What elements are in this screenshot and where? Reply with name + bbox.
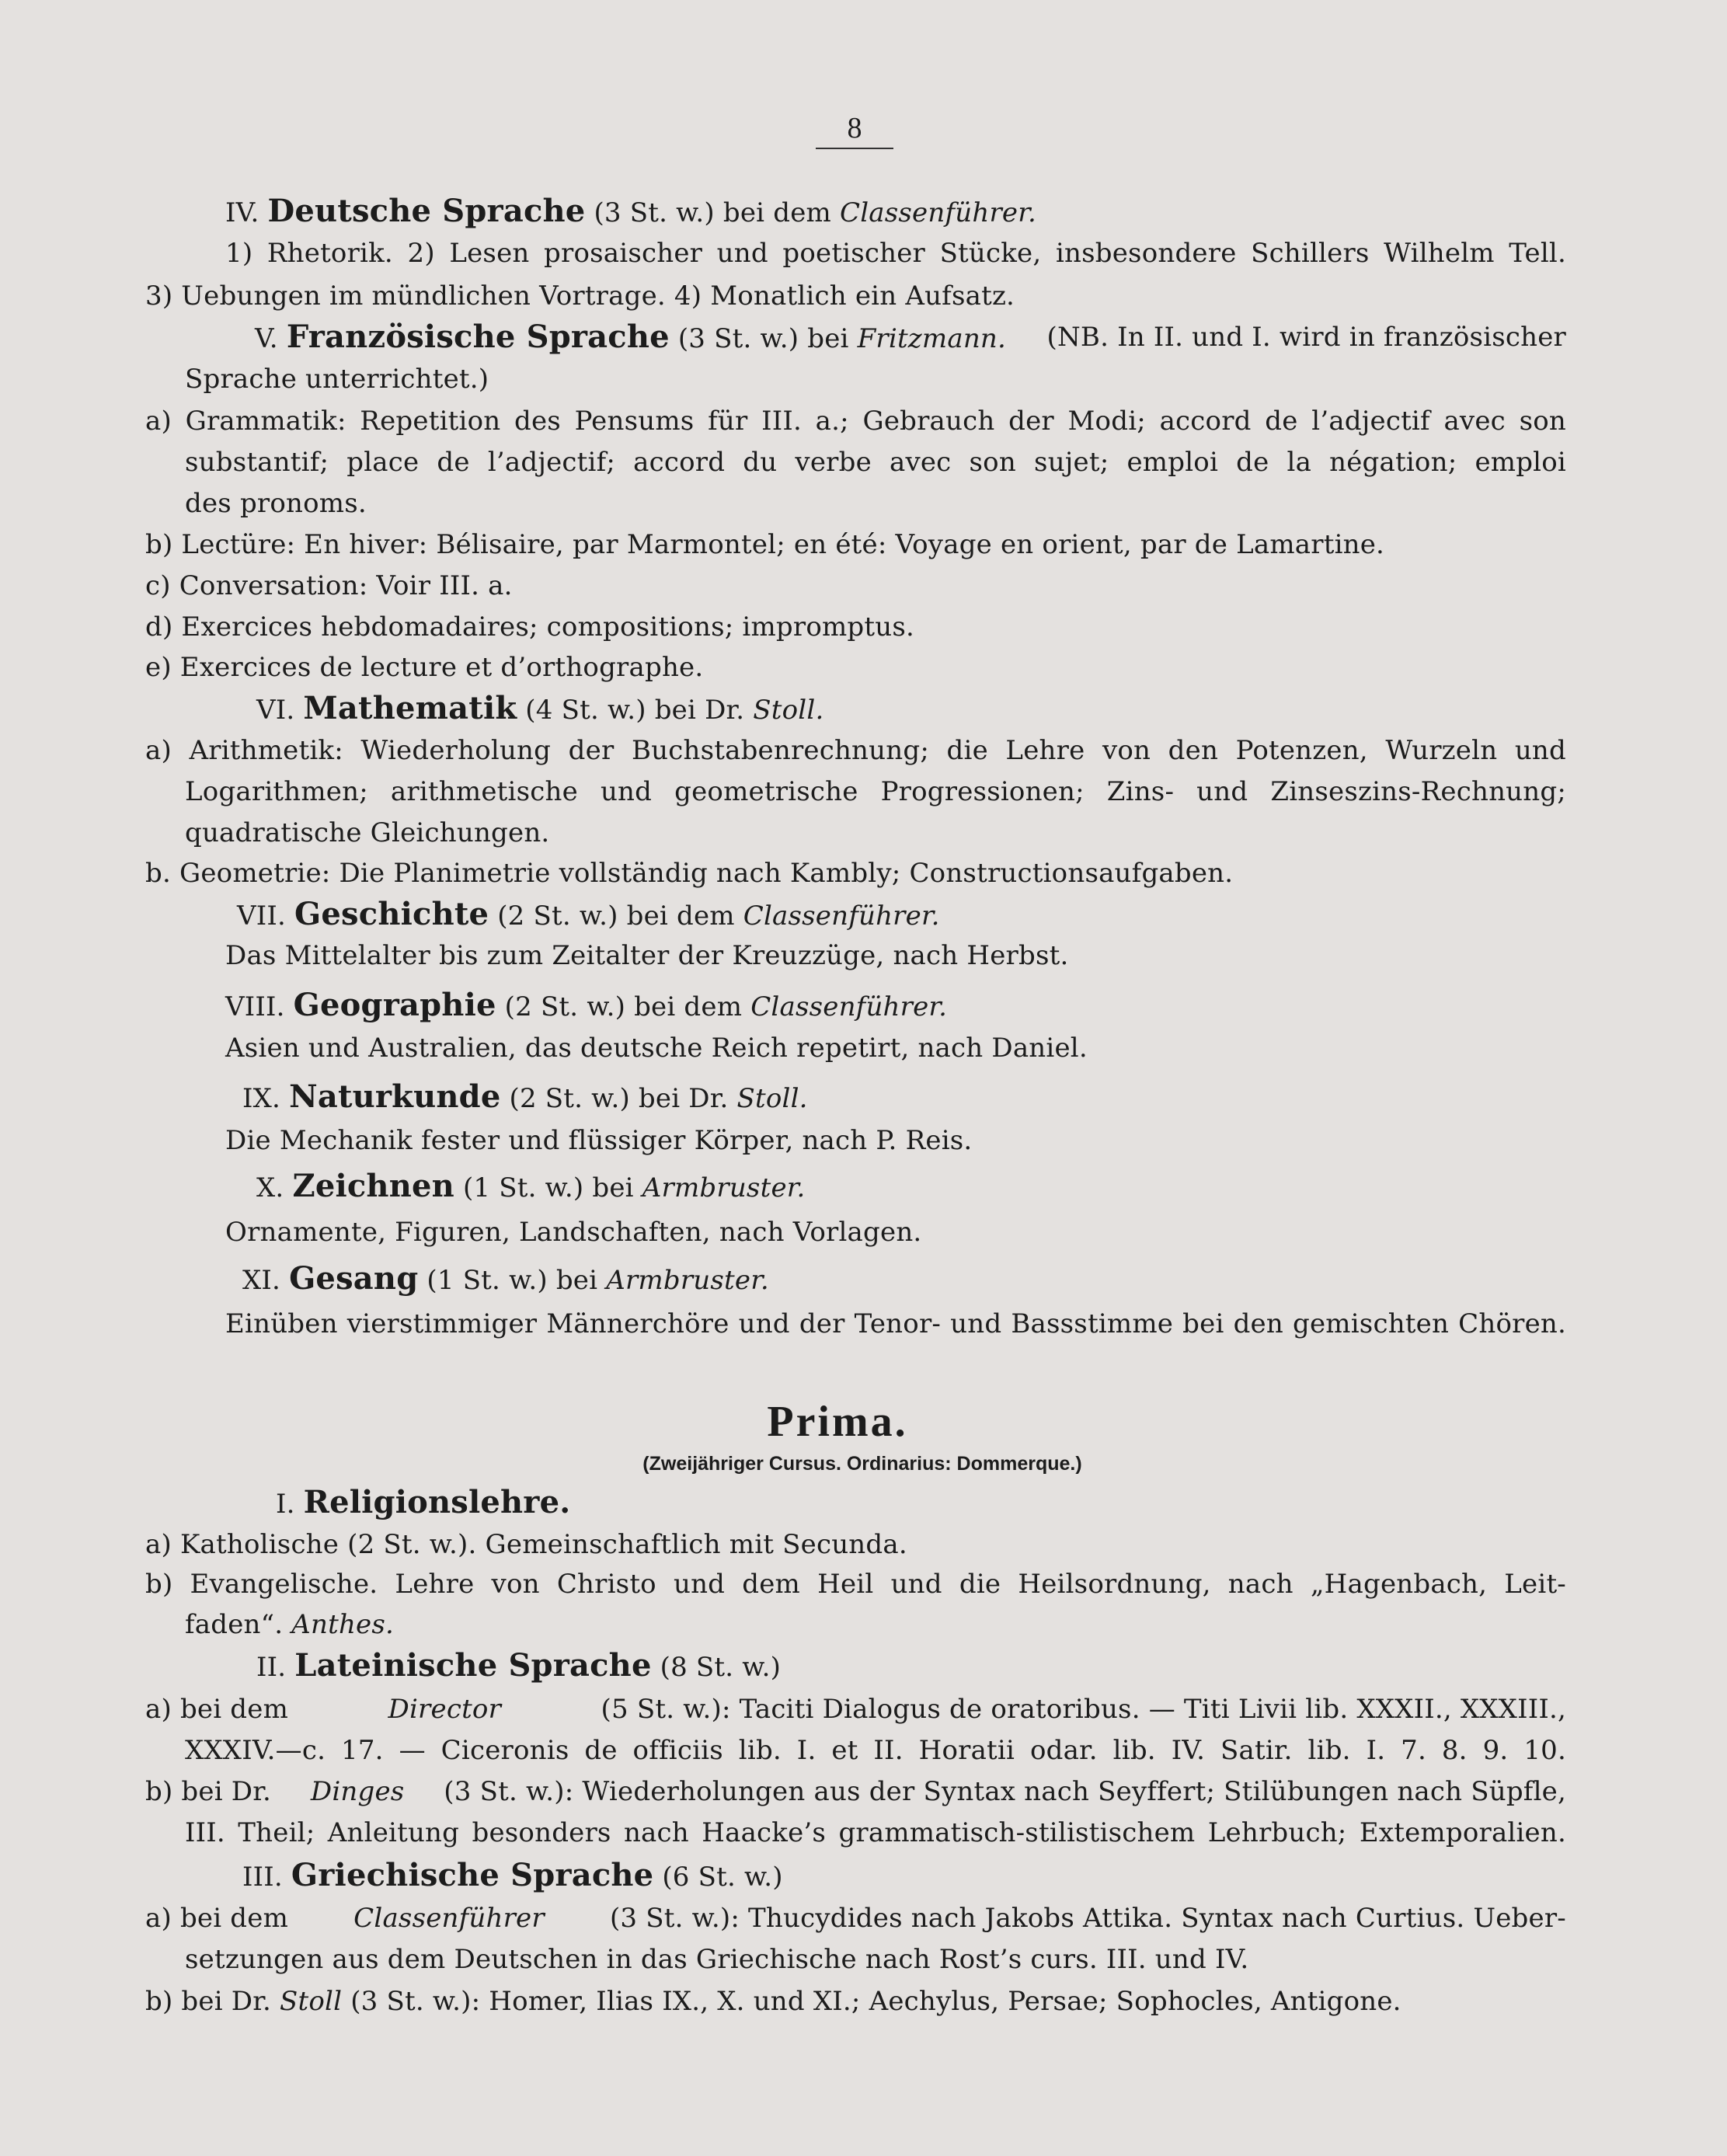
text-line [145, 1900, 1566, 1937]
text-line: substantif; place de l’adjectif; accord du verbe avec son sujet; emploi de la négation; emploi [185, 447, 1566, 478]
section-numeral: VIII. [225, 991, 285, 1022]
text-span: b) bei Dr. [145, 1776, 271, 1807]
section-heading-zeichnen [256, 1168, 806, 1207]
section-numeral: IV. [225, 197, 259, 228]
section-teacher: Classenführer. [750, 991, 948, 1022]
text-line: XXXIV.—c. 17. — Ciceronis de officiis lib. I. et II. Horatii odar. lib. IV. Satir. lib. I. 7. 8. 9. 10. [185, 1735, 1566, 1766]
text-span: a) bei dem [145, 1694, 289, 1725]
section-teacher: Stoll. [736, 1083, 808, 1114]
teacher-name: Anthes. [291, 1609, 395, 1640]
text-line: d) Exercices hebdomadaires; compositions; impromptus. [145, 611, 915, 643]
section-title: Naturkunde [289, 1078, 501, 1115]
section-hours: (3 St. w.) bei dem [594, 197, 831, 228]
section-title: Französische Sprache [286, 319, 670, 355]
text-span: (5 St. w.): Taciti Dialogus de oratoribus. — Titi Livii lib. XXXII., XXXIII., [601, 1694, 1566, 1725]
section-teacher: Classenführer. [743, 900, 940, 932]
section-heading-naturkunde [242, 1078, 808, 1117]
text-span: (3 St. w.): Thucydides nach Jakobs Attika. Syntax nach Curtius. Ueber- [609, 1903, 1566, 1934]
text-line [185, 1606, 394, 1643]
section-heading-mathematik [256, 690, 823, 729]
section-numeral: I. [276, 1489, 295, 1520]
text-line: b) Lectüre: En hiver: Bélisaire, par Marmontel; en été: Voyage en orient, par de Lamartine. [145, 529, 1385, 560]
text-line: Ornamente, Figuren, Landschaften, nach Vorlagen. [225, 1217, 922, 1248]
text-line: III. Theil; Anleitung besonders nach Haacke’s grammatisch-stilistischem Lehrbuch; Extemporalien. [185, 1817, 1566, 1848]
section-heading-griechisch [242, 1857, 783, 1896]
section-title: Geschichte [294, 896, 489, 932]
section-hours: (4 St. w.) bei Dr. [525, 695, 745, 726]
text-line: Sprache unterrichtet.) [185, 364, 489, 395]
section-teacher: Armbruster. [642, 1172, 806, 1203]
section-numeral: VII. [237, 900, 287, 932]
text-span: b) bei Dr. [145, 1986, 271, 2017]
text-span: (3 St. w.): Wiederholungen aus der Syntax nach Seyffert; Stilübungen nach Süpfle, [444, 1776, 1566, 1807]
section-hours: (6 St. w.) [662, 1862, 783, 1893]
text-line: des pronoms. [185, 488, 367, 519]
text-line: b. Geometrie: Die Planimetrie vollständig nach Kambly; Constructionsaufgaben. [145, 858, 1234, 889]
section-heading-franzoesisch [255, 319, 1566, 357]
text-line: Einüben vierstimmiger Männerchöre und der Tenor- und Bassstimme bei den gemischten Chören. [225, 1308, 1566, 1339]
section-teacher: Fritzmann. [857, 323, 1007, 354]
section-note: (NB. In II. und I. wird in französischer [1046, 322, 1566, 353]
section-hours: (3 St. w.) bei [677, 323, 849, 354]
teacher-name: Stoll [280, 1986, 343, 2017]
section-teacher: Armbruster. [606, 1265, 769, 1296]
section-numeral: IX. [242, 1083, 281, 1114]
text-line: Das Mittelalter bis zum Zeitalter der Kreuzzüge, nach Herbst. [225, 940, 1069, 971]
section-numeral: XI. [242, 1265, 281, 1296]
text-line [145, 1691, 1566, 1728]
section-hours: (2 St. w.) bei dem [504, 991, 743, 1022]
section-hours: (1 St. w.) bei [462, 1172, 634, 1203]
text-span: a) bei dem [145, 1903, 289, 1934]
section-numeral: V. [255, 323, 278, 354]
text-line: b) Evangelische. Lehre von Christo und dem Heil und die Heilsordnung, nach „Hagenbach, Leit- [145, 1569, 1566, 1600]
text-line: 3) Uebungen im mündlichen Vortrage. 4) Monatlich ein Aufsatz. [145, 280, 1015, 312]
page-number: 8 [816, 109, 893, 149]
section-title: Geographie [293, 987, 496, 1023]
text-span: faden“. [185, 1609, 284, 1640]
section-heading-geschichte [237, 896, 940, 935]
text-line: e) Exercices de lecture et d’orthographe. [145, 652, 704, 683]
text-line: quadratische Gleichungen. [185, 817, 550, 848]
section-title: Deutsche Sprache [267, 193, 586, 229]
section-title: Mathematik [303, 690, 517, 726]
section-title: Zeichnen [292, 1168, 454, 1204]
teacher-name: Dinges [310, 1776, 405, 1807]
text-line: Die Mechanik fester und flüssiger Körper, nach P. Reis. [225, 1125, 973, 1156]
text-line: a) Arithmetik: Wiederholung der Buchstabenrechnung; die Lehre von den Potenzen, Wurzeln und [145, 735, 1566, 766]
section-title: Religionslehre. [303, 1484, 571, 1520]
text-line: Logarithmen; arithmetische und geometrische Progressionen; Zins- und Zinseszins-Rechnung; [185, 776, 1566, 807]
teacher-name: Director [388, 1694, 502, 1725]
section-hours: (1 St. w.) bei [427, 1265, 598, 1296]
section-title: Griechische Sprache [291, 1857, 654, 1893]
section-teacher: Classenführer. [840, 197, 1036, 228]
text-line [145, 1983, 1401, 2020]
text-line: setzungen aus dem Deutschen in das Griechische nach Rost’s curs. III. und IV. [185, 1944, 1249, 1975]
section-hours: (2 St. w.) bei dem [497, 900, 735, 932]
section-heading-geographie [225, 987, 947, 1026]
teacher-name: Classenführer [353, 1903, 545, 1934]
section-hours: (2 St. w.) bei Dr. [509, 1083, 729, 1114]
section-title: Lateinische Sprache [294, 1647, 652, 1684]
section-heading-gesang [242, 1260, 769, 1299]
section-heading-latein [256, 1647, 781, 1686]
section-numeral: VI. [256, 695, 295, 726]
text-line: a) Katholische (2 St. w.). Gemeinschaftlich mit Secunda. [145, 1529, 907, 1560]
class-subtitle: (Zweijähriger Cursus. Ordinarius: Dommerque.) [642, 1453, 1082, 1475]
section-numeral: II. [256, 1652, 287, 1683]
text-line: a) Grammatik: Repetition des Pensums für III. a.; Gebrauch der Modi; accord de l’adjectif avec son [145, 406, 1566, 437]
class-title: Prima. [767, 1398, 908, 1446]
text-line: 1) Rhetorik. 2) Lesen prosaischer und poetischer Stücke, insbesondere Schillers Wilhelm Tell. [225, 238, 1566, 269]
section-heading-religion [276, 1484, 570, 1523]
section-heading-deutsch [225, 193, 1036, 232]
text-line [145, 1773, 1566, 1810]
section-teacher: Stoll. [753, 695, 824, 726]
section-numeral: III. [242, 1862, 283, 1893]
section-hours: (8 St. w.) [660, 1652, 782, 1683]
section-numeral: X. [256, 1172, 284, 1203]
text-line: c) Conversation: Voir III. a. [145, 570, 513, 601]
text-span: (3 St. w.): Homer, Ilias IX., X. und XI.; Aechylus, Persae; Sophocles, Antigone. [350, 1986, 1401, 2017]
section-title: Gesang [289, 1260, 419, 1297]
text-line: Asien und Australien, das deutsche Reich repetirt, nach Daniel. [225, 1033, 1088, 1064]
